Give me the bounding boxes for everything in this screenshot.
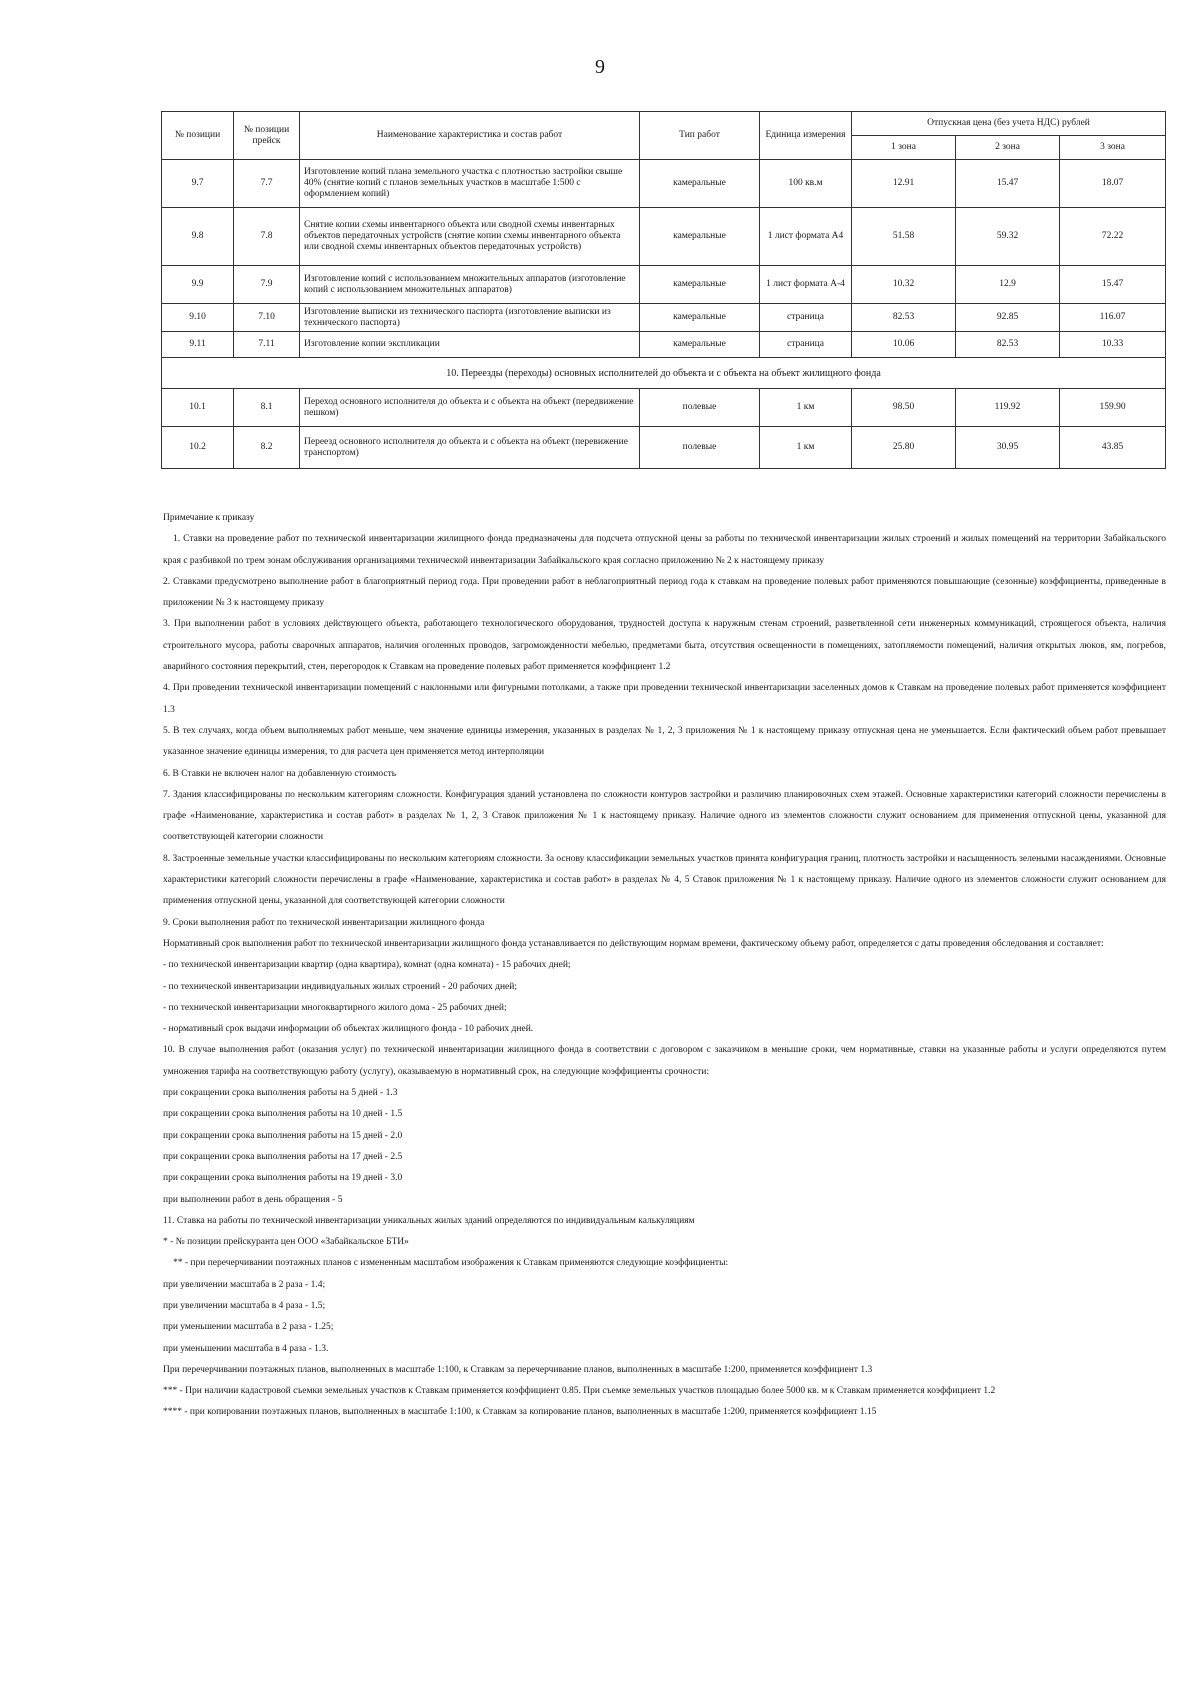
note-paragraph: **** - при копировании поэтажных планов, выполненных в масштабе 1:100, к Ставкам за копирование планов, выполненных в масштабе 1:200, применяется коэффициент 1.15: [163, 1407, 877, 1418]
section-title: 10. Переезды (переходы) основных исполнителей до объекта и с объекта на объект жилищного фонда: [162, 358, 1166, 389]
cell-zone-2: 59.32: [956, 208, 1060, 266]
note-paragraph: 2. Ставками предусмотрено выполнение работ в благоприятный период года. При проведении работ в неблагоприятный период года к ставкам на проведение полевых работ применяются повышающие (сезонные) коэффициенты, приведенные в приложении № 3 к настоящему приказу: [163, 576, 1166, 609]
cell-type: полевые: [640, 389, 760, 427]
note-list-item: при сокращении срока выполнения работы на 15 дней - 2.0: [163, 1130, 403, 1141]
header-price-group: Отпускная цена (без учета НДС) рублей: [852, 112, 1166, 136]
table-row: [162, 389, 1166, 427]
cell-type: камеральные: [640, 208, 760, 266]
cell-unit: 1 лист формата А4: [760, 208, 852, 266]
table-row: [162, 304, 1166, 332]
cell-position: 9.10: [162, 304, 234, 332]
cell-zone-3: 72.22: [1060, 208, 1166, 266]
note-heading: Примечание к приказу: [163, 513, 255, 523]
header-unit: Единица измерения: [760, 112, 852, 160]
cell-price-position: 7.8: [234, 208, 300, 266]
cell-position: 9.9: [162, 266, 234, 304]
cell-zone-2: 92.85: [956, 304, 1060, 332]
cell-zone-3: 116.07: [1060, 304, 1166, 332]
cell-name: Изготовление копий с использованием множительных аппаратов (изготовление копий с использованием множительных аппаратов): [300, 266, 640, 304]
cell-zone-1: 10.06: [852, 332, 956, 358]
note-paragraph: ** - при перечерчивании поэтажных планов с измененным масштабом изображения к Ставкам применяются следующие коэффициенты:: [173, 1258, 729, 1269]
cell-name: Снятие копии схемы инвентарного объекта или сводной схемы инвентарных объектов передаточных устройств (снятие копии схемы инвентарного объекта или сводной схемы инвентарных объектов передаточных устройств): [300, 208, 640, 266]
cell-zone-1: 51.58: [852, 208, 956, 266]
notes-block: [163, 508, 1166, 1424]
cell-unit: страница: [760, 304, 852, 332]
note-paragraph: 7. Здания классифицированы по нескольким категориям сложности. Конфигурация зданий установлена по сложности контуров застройки и различию планировочных схем этажей. Основные характеристики категорий сложности перечислены в графе «Наименование, характеристика и состав работ» в разделах № 1, 2, 3 Ставок приложения № 1 к настоящему приказу. Наличие одного из элементов сложности служит основанием для применения отпускной цены, указанной для соответствующей категории сложности: [163, 789, 1166, 843]
note-list-item: при выполнении работ в день обращения - 5: [163, 1194, 343, 1205]
header-price-position: № позиции прейск: [234, 112, 300, 160]
note-paragraph: 10. В случае выполнения работ (оказания услуг) по технической инвентаризации жилищного фонда в соответствии с договором с заказчиком в меньшие сроки, чем нормативные, ставки на указанные работы и услуги определяются путем умножения тарифа на соответствующую работу (услугу), оказываемую в нормативный срок, на следующие коэффициенты срочности:: [163, 1045, 1166, 1077]
cell-unit: страница: [760, 332, 852, 358]
note-list-item: - по технической инвентаризации квартир (одна квартира), комнат (одна комната) - 15 рабочих дней;: [163, 960, 571, 971]
cell-zone-1: 82.53: [852, 304, 956, 332]
note-list-item: при сокращении срока выполнения работы на 17 дней - 2.5: [163, 1151, 403, 1162]
header-position: № позиции: [162, 112, 234, 160]
cell-price-position: 8.2: [234, 427, 300, 469]
note-paragraph: 8. Застроенные земельные участки классифицированы по нескольким категориям сложности. За основу классификации земельных участков принята конфигурация границ, плотность застройки и насыщенность зелеными насаждениями. Основные характеристики категорий сложности перечислены в графе «Наименование, характеристика и состав работ» в разделах № 4, 5 Ставок приложения № 1 к настоящему приказу. Наличие одного из элементов сложности служит основанием для применения отпускной цены, указанной для соответствующей категории сложности: [163, 853, 1166, 907]
cell-zone-3: 15.47: [1060, 266, 1166, 304]
cell-price-position: 8.1: [234, 389, 300, 427]
cell-position: 10.2: [162, 427, 234, 469]
cell-position: 9.7: [162, 160, 234, 208]
cell-zone-2: 12.9: [956, 266, 1060, 304]
cell-name: Переезд основного исполнителя до объекта и с объекта на объект (перевижение транспортом): [300, 427, 640, 469]
cell-position: 10.1: [162, 389, 234, 427]
note-list-item: при уменьшении масштаба в 4 раза - 1.3.: [163, 1343, 329, 1354]
cell-type: камеральные: [640, 266, 760, 304]
note-list-item: при уменьшении масштаба в 2 раза - 1.25;: [163, 1322, 334, 1333]
cell-name: Изготовление копий плана земельного участка с плотностью застройки свыше 40% (снятие копий с планов земельных участков в масштабе 1:500 с оформлением копий): [300, 160, 640, 208]
cell-name: Изготовление копии экспликации: [300, 332, 640, 358]
cell-name: Изготовление выписки из технического паспорта (изготовление выписки из технического паспорта): [300, 304, 640, 332]
header-zone-3: 3 зона: [1060, 136, 1166, 160]
note-paragraph: Нормативный срок выполнения работ по технической инвентаризации жилищного фонда устанавливается по действующим нормам времени, фактическому объему работ, определяется с даты проведения обследования и составляет:: [163, 938, 1104, 949]
cell-type: камеральные: [640, 332, 760, 358]
cell-zone-3: 10.33: [1060, 332, 1166, 358]
table-row: [162, 160, 1166, 208]
note-paragraph: 4. При проведении технической инвентаризации помещений с наклонными или фигурными потолками, а также при проведении технической инвентаризации заселенных домов к Ставкам на проведение полевых работ применяется коэффициент 1.3: [163, 683, 1166, 715]
note-list-item: при сокращении срока выполнения работы на 19 дней - 3.0: [163, 1173, 403, 1184]
table-row: [162, 208, 1166, 266]
note-paragraph: 1. Ставки на проведение работ по технической инвентаризации жилищного фонда предназначены для подсчета отпускной цены за работы по технической инвентаризации жилых строений и жилых помещений на территории Забайкальского края с разбивкой по трем зонам обслуживания организациями технической инвентаризации Забайкальского края согласно приложению № 2 к настоящему приказу: [163, 534, 1166, 566]
page-number: 9: [595, 56, 605, 78]
cell-position: 9.8: [162, 208, 234, 266]
cell-zone-1: 10.32: [852, 266, 956, 304]
cell-type: камеральные: [640, 304, 760, 332]
header-name: Наименование характеристика и состав работ: [300, 112, 640, 160]
cell-unit: 1 лист формата А-4: [760, 266, 852, 304]
price-table: [161, 111, 1166, 469]
cell-zone-2: 82.53: [956, 332, 1060, 358]
note-paragraph: 5. В тех случаях, когда объем выполняемых работ меньше, чем значение единицы измерения, указанных в разделах № 1, 2, 3 приложения № 1 к настоящему приказу отпускная цена не уменьшается. Если фактический объем работ превышает указанное значение единицы измерения, то для расчета цен применяется метод интерполяции: [163, 725, 1166, 758]
header-zone-1: 1 зона: [852, 136, 956, 160]
note-paragraph: * - № позиции прейскуранта цен ООО «Забайкальское БТИ»: [163, 1237, 409, 1248]
cell-zone-3: 159.90: [1060, 389, 1166, 427]
cell-price-position: 7.9: [234, 266, 300, 304]
header-type: Тип работ: [640, 112, 760, 160]
note-paragraph: *** - При наличии кадастровой съемки земельных участков к Ставкам применяется коэффициент 0.85. При съемке земельных участков площадью более 5000 кв. м к Ставкам применяется коэффициент 1.2: [163, 1386, 996, 1397]
cell-position: 9.11: [162, 332, 234, 358]
cell-zone-3: 18.07: [1060, 160, 1166, 208]
cell-zone-2: 119.92: [956, 389, 1060, 427]
note-list-item: - по технической инвентаризации многоквартирного жилого дома - 25 рабочих дней;: [163, 1002, 507, 1013]
note-paragraph: 3. При выполнении работ в условиях действующего объекта, работающего технологического оборудования, трудностей доступа к наружным стенам строений, разветвленной сети инженерных коммуникаций, строящегося объекта, наличия строительного мусора, работы сварочных аппаратов, наличия оголенных проводов, загроможденности мебелью, предметами быта, отсутствия освещенности в помещениях, затопляемости помещений, наличия открытых люков, ям, погребов, аварийного состояния перекрытий, стен, перегородок к Ставкам на проведение полевых работ применяется коэффициент 1.2: [163, 619, 1166, 673]
cell-zone-1: 98.50: [852, 389, 956, 427]
table-row: [162, 332, 1166, 358]
cell-name: Переход основного исполнителя до объекта и с объекта на объект (передвижение пешком): [300, 389, 640, 427]
cell-zone-3: 43.85: [1060, 427, 1166, 469]
cell-unit: 1 км: [760, 389, 852, 427]
header-zone-2: 2 зона: [956, 136, 1060, 160]
note-list-item: - по технической инвентаризации индивидуальных жилых строений - 20 рабочих дней;: [163, 981, 517, 992]
note-list-item: при сокращении срока выполнения работы на 5 дней - 1.3: [163, 1088, 398, 1099]
cell-zone-1: 25.80: [852, 427, 956, 469]
note-paragraph: 6. В Ставки не включен налог на добавленную стоимость: [163, 768, 397, 779]
cell-price-position: 7.7: [234, 160, 300, 208]
cell-type: полевые: [640, 427, 760, 469]
note-list-item: при увеличении масштаба в 2 раза - 1.4;: [163, 1279, 326, 1290]
cell-price-position: 7.11: [234, 332, 300, 358]
note-list-item: при сокращении срока выполнения работы на 10 дней - 1.5: [163, 1109, 403, 1120]
table-row: [162, 427, 1166, 469]
cell-zone-2: 15.47: [956, 160, 1060, 208]
note-paragraph: 11. Ставка на работы по технической инвентаризации уникальных жилых зданий определяются по индивидуальным калькуляциям: [163, 1215, 695, 1226]
table-row: [162, 266, 1166, 304]
cell-unit: 100 кв.м: [760, 160, 852, 208]
note-paragraph: 9. Сроки выполнения работ по технической инвентаризации жилищного фонда: [163, 917, 485, 928]
cell-unit: 1 км: [760, 427, 852, 469]
cell-zone-1: 12.91: [852, 160, 956, 208]
note-paragraph: При перечерчивании поэтажных планов, выполненных в масштабе 1:100, к Ставкам за перечерчивание планов, выполненных в масштабе 1:200, применяется коэффициент 1.3: [163, 1364, 873, 1375]
cell-zone-2: 30.95: [956, 427, 1060, 469]
note-list-item: - нормативный срок выдачи информации об объектах жилищного фонда - 10 рабочих дней.: [163, 1024, 534, 1035]
cell-price-position: 7.10: [234, 304, 300, 332]
note-list-item: при увеличении масштаба в 4 раза - 1.5;: [163, 1300, 326, 1311]
cell-type: камеральные: [640, 160, 760, 208]
